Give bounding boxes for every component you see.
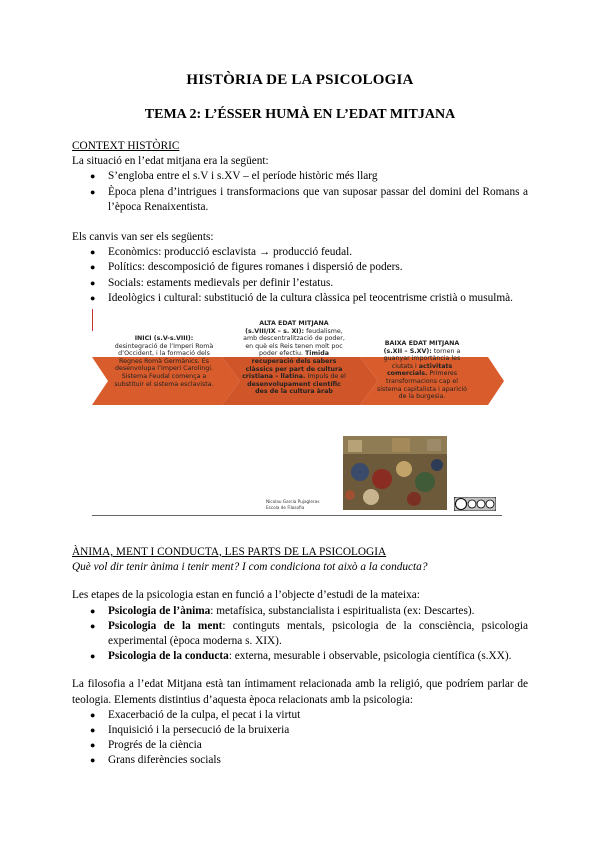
figure-bottom-rule xyxy=(92,515,502,516)
stage-3-bold: activitats comercials. xyxy=(386,362,453,378)
list-item: ● Psicologia de la conducta: externa, mesurable i observable, psicologia científica (s.XX). xyxy=(108,649,528,664)
document-title: HISTÒRIA DE LA PSICOLOGIA xyxy=(186,72,414,88)
stage-3-caption xyxy=(376,340,468,401)
elements-list xyxy=(72,708,528,769)
stage-1-text: desintegració de l’Imperi Romà d’Occident, i la formació dels Regnes Romà Germànics. Es desenvolupa l’Imperi Carolingi. Sistema Feudal comença a substituir el sistema esclavista. xyxy=(114,342,214,388)
list-item: ● S’engloba entre el s.V i s.XV – el període històric més llarg xyxy=(108,169,528,184)
stage-3-title: BAIXA EDAT MITJANA (s.XII – S.XV): xyxy=(383,340,460,355)
document-subtitle: TEMA 2: L’ÉSSER HUMÀ EN L’EDAT MITJANA xyxy=(144,107,456,122)
stage-2-bold: Timida recuperació dels sabers clàssics per part de cultura cristiana – llatina. xyxy=(242,350,343,381)
context-section xyxy=(72,139,528,306)
stage-2-text: feudalisme, amb descentralització de poder, en què els Reis tenen molt poc poder efectiu. xyxy=(243,327,345,358)
context-intro: La situació en l’edat mitjana era la següent: xyxy=(72,155,269,168)
changes-list xyxy=(72,245,528,306)
psychology-stages-list xyxy=(72,604,528,665)
figure-credit: Nicolau Garcia Pujagleras Escola de Filosofia xyxy=(266,499,320,510)
list-item: ● Progrés de la ciència xyxy=(108,738,528,753)
mind-intro: Les etapes de la psicologia estan en funció a l’objecte d’estudi de la mateixa: xyxy=(72,589,420,602)
list-item: ● Psicologia de la ment: continguts mentals, psicologia de la consciència, psicologia experimental (època moderna s. XIX). xyxy=(108,619,528,649)
stage-2-text-2: Impuls de el xyxy=(307,373,346,381)
list-item: ● Polítics: descomposició de figures romanes i dispersió de poders. xyxy=(108,260,528,275)
creative-commons-icon xyxy=(454,497,496,511)
context-list xyxy=(72,169,528,215)
stage-3-text-2: Primeres transformacions cap el sistema capitalista i aparició de la burgesia. xyxy=(376,370,468,401)
mind-question: Què vol dir tenir ànima i tenir ment? I com condiciona tot això a la conducta? xyxy=(72,561,428,574)
stage-2-bold-2: desenvolupament científic des de la cultura àrab xyxy=(247,380,341,396)
stage-2-period: (s.VIII/IX – s. XI): xyxy=(245,327,305,335)
stage-3-text: tornen a guanyar importància les ciutats i xyxy=(383,347,461,370)
list-item: ● Psicologia de l’ànima: metafísica, substancialista i espiritualista (ex: Descartes). xyxy=(108,604,528,619)
list-item: ● Grans diferències socials xyxy=(108,753,528,768)
timeline-figure xyxy=(92,307,504,519)
mind-section xyxy=(72,545,528,769)
context-heading: CONTEXT HISTÒRIC xyxy=(72,140,180,152)
list-item: ● Època plena d’intrigues i transformacions que van suposar passar del domini del Romans a l’època Renaixentista. xyxy=(108,185,528,215)
medieval-painting xyxy=(343,436,447,510)
stage-2-title: ALTA EDAT MITJANA xyxy=(259,320,329,327)
stage-2-caption xyxy=(242,320,346,396)
stage-1-caption xyxy=(110,335,218,388)
stage-1-title: INICI (s.V-s.VIII): xyxy=(134,335,194,342)
mind-heading: ÀNIMA, MENT I CONDUCTA, LES PARTS DE LA PSICOLOGIA xyxy=(72,546,387,558)
list-item: ● Ideològics i cultural: substitució de la cultura clàssica pel teocentrisme cristià o musulmà. xyxy=(108,291,528,306)
list-item: ● Socials: estaments medievals per definir l’estatus. xyxy=(108,276,528,291)
list-item: ● Inquisició i la persecució de la bruixeria xyxy=(108,723,528,738)
list-item: ● Econòmics: producció esclavista → producció feudal. xyxy=(108,245,528,260)
list-item: ● Exacerbació de la culpa, el pecat i la virtut xyxy=(108,708,528,723)
philosophy-paragraph: La filosofia a l’edat Mitjana està tan íntimament relacionada amb la religió, que podríem parlar de teologia. Elements distintius d’aquesta època relacionats amb la psicologia: xyxy=(72,678,528,706)
changes-intro: Els canvis van ser els següents: xyxy=(72,231,214,244)
